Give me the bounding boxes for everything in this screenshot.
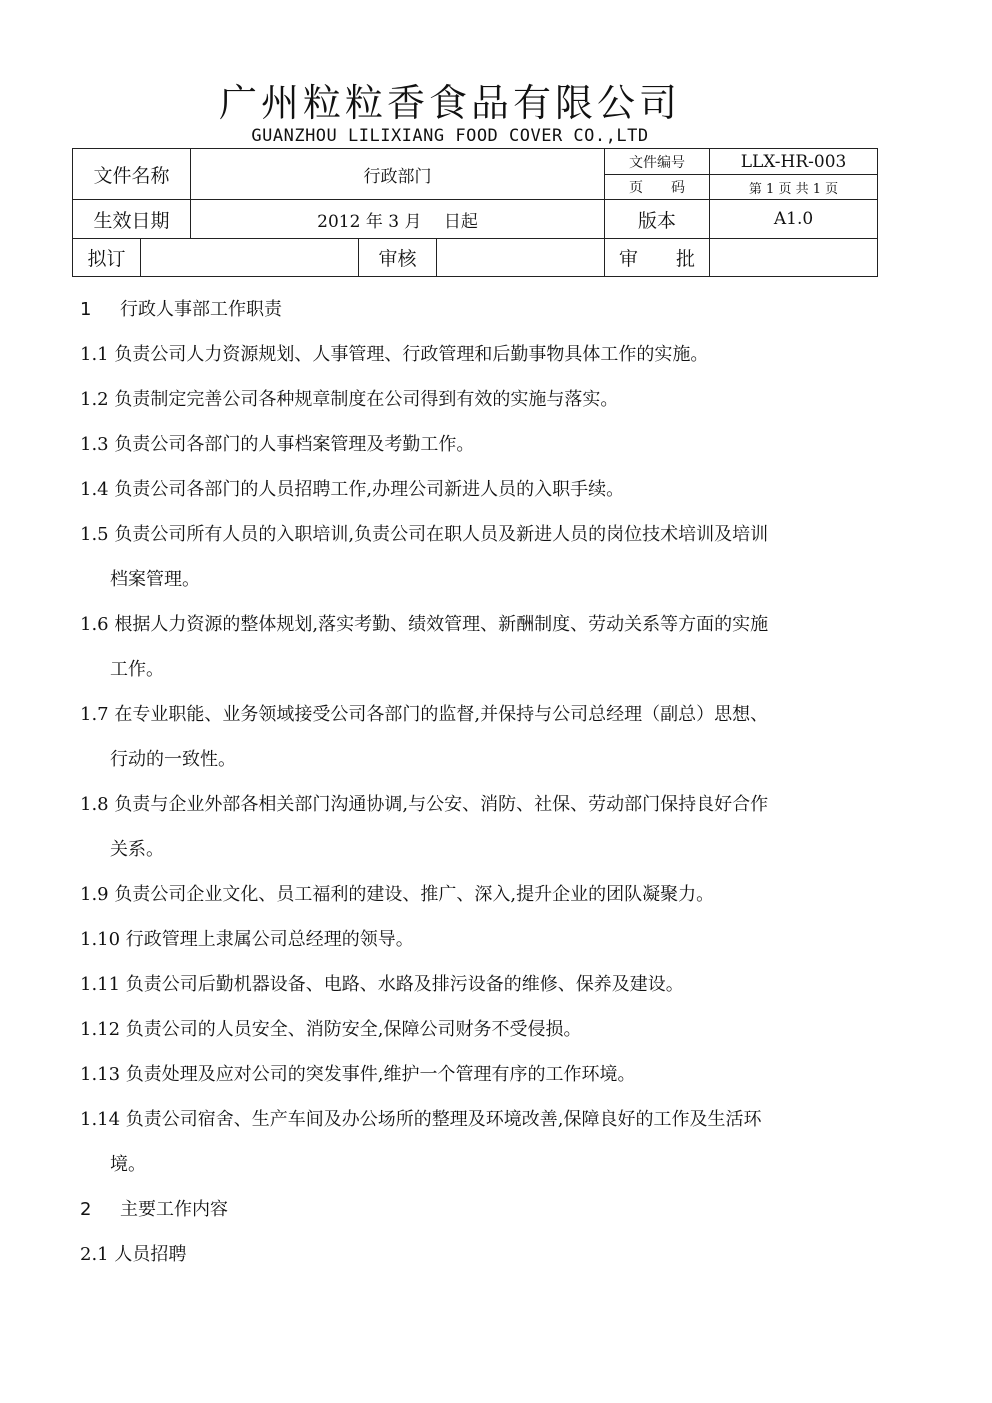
doc-name-label: 文件名称 (73, 149, 191, 200)
draft-label: 拟订 (73, 239, 141, 277)
list-item: 1.3 负责公司各部门的人事档案管理及考勤工作。 (80, 434, 475, 455)
section-2-heading (80, 1196, 880, 1241)
list-item: 1.13 负责处理及应对公司的突发事件,维护一个管理有序的工作环境。 (80, 1064, 636, 1085)
list-item-continuation: 境。 (110, 1154, 146, 1175)
list-item: 1.7 在专业职能、业务领域接受公司各部门的监督,并保持与公司总经理（副总）思想、 (80, 704, 769, 725)
list-item: 2.1 人员招聘 (80, 1244, 187, 1265)
company-name-cn: 广州粒粒香食品有限公司 (218, 81, 681, 125)
list-item: 1.8 负责与企业外部各相关部门沟通协调,与公安、消防、社保、劳动部门保持良好合作 (80, 794, 769, 815)
list-item-continuation: 关系。 (110, 839, 164, 860)
list-item: 1.14 负责公司宿舍、生产车间及办公场所的整理及环境改善,保障良好的工作及生活环 (80, 1109, 762, 1130)
page-value: 第 1 页 共 1 页 (710, 175, 878, 200)
page-label: 页 码 (605, 175, 710, 200)
list-item: 1.5 负责公司所有人员的入职培训,负责公司在职人员及新进人员的岗位技术培训及培训 (80, 524, 769, 545)
list-item: 1.2 负责制定完善公司各种规章制度在公司得到有效的实施与落实。 (80, 389, 619, 410)
section-1-heading (80, 296, 880, 341)
document-body (80, 296, 880, 1286)
list-item: 1.9 负责公司企业文化、员工福利的建设、推广、深入,提升企业的团队凝聚力。 (80, 884, 715, 905)
effective-date-label: 生效日期 (73, 200, 191, 239)
list-item: 1.1 负责公司人力资源规划、人事管理、行政管理和后勤事物具体工作的实施。 (80, 344, 709, 365)
doc-no-label: 文件编号 (605, 149, 710, 175)
list-item-continuation: 行动的一致性。 (110, 749, 236, 770)
section-1-number: 1 (80, 299, 92, 320)
review-label: 审核 (359, 239, 437, 277)
list-item-continuation: 工作。 (110, 659, 164, 680)
draft-value (141, 239, 359, 277)
approve-label: 审 批 (605, 239, 710, 277)
document-info-table (72, 148, 878, 277)
section-2-title: 主要工作内容 (120, 1199, 228, 1220)
list-item: 1.12 负责公司的人员安全、消防安全,保障公司财务不受侵损。 (80, 1019, 582, 1040)
list-item: 1.6 根据人力资源的整体规划,落实考勤、绩效管理、新酬制度、劳动关系等方面的实施 (80, 614, 769, 635)
company-name-en: GUANZHOU LILIXIANG FOOD COVER CO.,LTD (251, 126, 649, 146)
version-label: 版本 (605, 200, 710, 239)
review-value (437, 239, 605, 277)
doc-no-value: LLX-HR-003 (710, 149, 878, 175)
list-item: 1.10 行政管理上隶属公司总经理的领导。 (80, 929, 414, 950)
section-1-title: 行政人事部工作职责 (120, 299, 282, 320)
list-item-continuation: 档案管理。 (110, 569, 200, 590)
section-2-number: 2 (80, 1199, 92, 1220)
list-item: 1.4 负责公司各部门的人员招聘工作,办理公司新进人员的入职手续。 (80, 479, 625, 500)
version-value: A1.0 (710, 200, 878, 239)
approve-value (710, 239, 878, 277)
list-item: 1.11 负责公司后勤机器设备、电路、水路及排污设备的维修、保养及建设。 (80, 974, 684, 995)
doc-name-value: 行政部门 (191, 149, 605, 200)
effective-date-value: 2012 年 3 月 日起 (191, 200, 605, 239)
